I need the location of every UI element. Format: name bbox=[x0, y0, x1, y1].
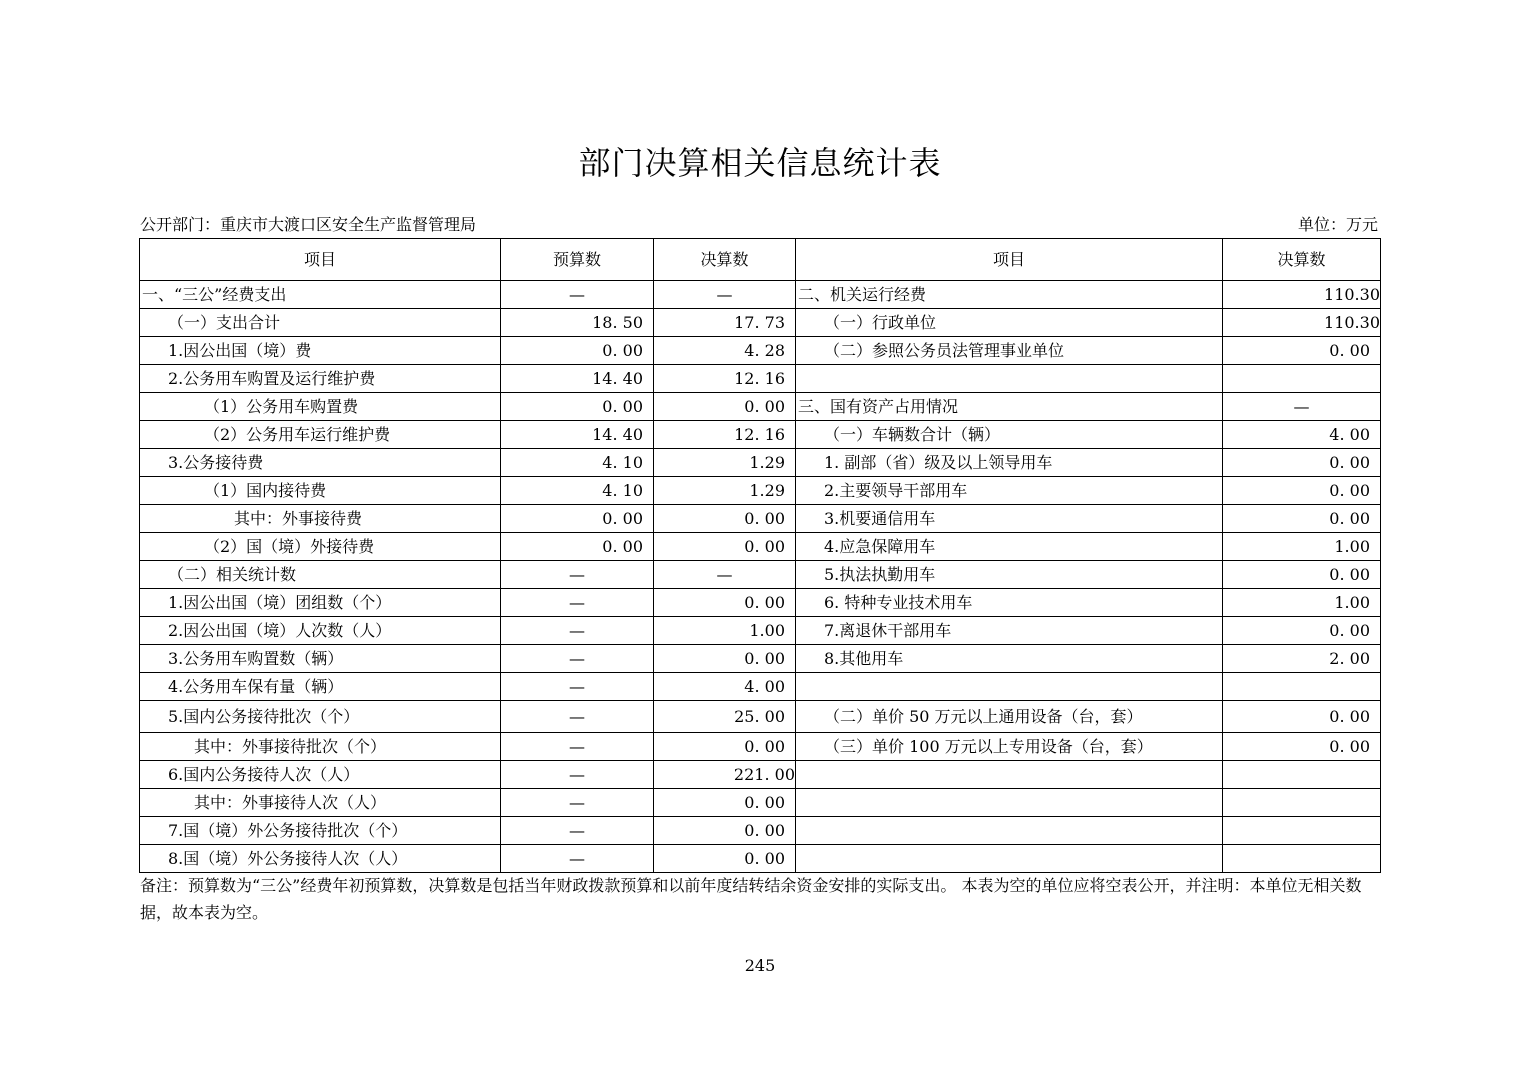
header-final-left: 决算数 bbox=[654, 239, 796, 281]
left-item: （2）国（境）外接待费 bbox=[140, 533, 501, 561]
left-item: 其中：外事接待人次（人） bbox=[140, 789, 501, 817]
right-final: 4. 00 bbox=[1223, 421, 1381, 449]
right-final: 0. 00 bbox=[1223, 477, 1381, 505]
right-final: 2. 00 bbox=[1223, 645, 1381, 673]
right-final: 110.30 bbox=[1223, 309, 1381, 337]
left-item: 3.公务用车购置数（辆） bbox=[140, 645, 501, 673]
table-row bbox=[140, 393, 1381, 421]
right-item: 6. 特种专业技术用车 bbox=[796, 589, 1223, 617]
table-row bbox=[140, 421, 1381, 449]
table-row bbox=[140, 733, 1381, 761]
left-final: — bbox=[654, 281, 796, 309]
right-item: 5.执法执勤用车 bbox=[796, 561, 1223, 589]
left-item: 其中：外事接待费 bbox=[140, 505, 501, 533]
statistics-table bbox=[139, 238, 1381, 873]
left-budget: 0. 00 bbox=[501, 337, 654, 365]
left-budget: 14. 40 bbox=[501, 421, 654, 449]
left-item: （2）公务用车运行维护费 bbox=[140, 421, 501, 449]
left-item: 8.国（境）外公务接待人次（人） bbox=[140, 845, 501, 873]
right-item: 二、机关运行经费 bbox=[796, 281, 1223, 309]
left-item: 1.因公出国（境）费 bbox=[140, 337, 501, 365]
left-item: （1）公务用车购置费 bbox=[140, 393, 501, 421]
left-item: 7.国（境）外公务接待批次（个） bbox=[140, 817, 501, 845]
left-final: 0. 00 bbox=[654, 789, 796, 817]
left-budget: 0. 00 bbox=[501, 533, 654, 561]
left-final: — bbox=[654, 561, 796, 589]
table-row bbox=[140, 817, 1381, 845]
header-item-left: 项目 bbox=[140, 239, 501, 281]
table-row bbox=[140, 761, 1381, 789]
page-title: 部门决算相关信息统计表 bbox=[578, 144, 942, 182]
table-row bbox=[140, 673, 1381, 701]
left-item: （一）支出合计 bbox=[140, 309, 501, 337]
table-header-row bbox=[140, 239, 1381, 281]
table-row bbox=[140, 337, 1381, 365]
left-final: 1.00 bbox=[654, 617, 796, 645]
right-final: 110.30 bbox=[1223, 281, 1381, 309]
right-final: 0. 00 bbox=[1223, 505, 1381, 533]
right-item: 4.应急保障用车 bbox=[796, 533, 1223, 561]
left-final: 25. 00 bbox=[654, 701, 796, 733]
header-item-right: 项目 bbox=[796, 239, 1223, 281]
left-budget: 14. 40 bbox=[501, 365, 654, 393]
right-final: 0. 00 bbox=[1223, 701, 1381, 733]
left-budget: — bbox=[501, 733, 654, 761]
right-final: 0. 00 bbox=[1223, 733, 1381, 761]
right-final bbox=[1223, 761, 1381, 789]
table-row bbox=[140, 645, 1381, 673]
left-final: 0. 00 bbox=[654, 845, 796, 873]
right-final: 0. 00 bbox=[1223, 449, 1381, 477]
table-row bbox=[140, 281, 1381, 309]
left-item: 5.国内公务接待批次（个） bbox=[140, 701, 501, 733]
left-item: 6.国内公务接待人次（人） bbox=[140, 761, 501, 789]
left-item: 4.公务用车保有量（辆） bbox=[140, 673, 501, 701]
right-item bbox=[796, 365, 1223, 393]
left-final: 0. 00 bbox=[654, 393, 796, 421]
left-final: 0. 00 bbox=[654, 589, 796, 617]
table-row bbox=[140, 845, 1381, 873]
left-item: （1）国内接待费 bbox=[140, 477, 501, 505]
footnote: 备注：预算数为“三公”经费年初预算数，决算数是包括当年财政拨款预算和以前年度结转结余资金安排的实际支出。 本表为空的单位应将空表公开，并注明：本单位无相关数据，故本表为空。 bbox=[140, 876, 1362, 922]
left-final: 4. 00 bbox=[654, 673, 796, 701]
left-item: 3.公务接待费 bbox=[140, 449, 501, 477]
right-item bbox=[796, 761, 1223, 789]
left-budget: 0. 00 bbox=[501, 393, 654, 421]
left-budget: — bbox=[501, 761, 654, 789]
right-item: （二）单价 50 万元以上通用设备（台，套） bbox=[796, 701, 1223, 733]
header-budget: 预算数 bbox=[501, 239, 654, 281]
left-final: 1.29 bbox=[654, 477, 796, 505]
left-budget: 4. 10 bbox=[501, 449, 654, 477]
left-final: 4. 28 bbox=[654, 337, 796, 365]
right-final bbox=[1223, 365, 1381, 393]
right-item: 7.离退休干部用车 bbox=[796, 617, 1223, 645]
left-budget: — bbox=[501, 645, 654, 673]
right-final bbox=[1223, 789, 1381, 817]
right-final bbox=[1223, 673, 1381, 701]
table-row bbox=[140, 533, 1381, 561]
left-item: （二）相关统计数 bbox=[140, 561, 501, 589]
right-item bbox=[796, 845, 1223, 873]
right-final: 0. 00 bbox=[1223, 337, 1381, 365]
right-final bbox=[1223, 845, 1381, 873]
left-final: 221. 00 bbox=[654, 761, 796, 789]
left-budget: — bbox=[501, 561, 654, 589]
left-item: 1.因公出国（境）团组数（个） bbox=[140, 589, 501, 617]
right-item: 三、国有资产占用情况 bbox=[796, 393, 1223, 421]
right-item: （一）行政单位 bbox=[796, 309, 1223, 337]
left-budget: 18. 50 bbox=[501, 309, 654, 337]
table-row bbox=[140, 561, 1381, 589]
header-final-right: 决算数 bbox=[1223, 239, 1381, 281]
page-number: 245 bbox=[744, 956, 776, 975]
left-budget: — bbox=[501, 789, 654, 817]
department-label: 公开部门：重庆市大渡口区安全生产监督管理局 bbox=[140, 215, 477, 234]
right-item bbox=[796, 789, 1223, 817]
left-budget: — bbox=[501, 701, 654, 733]
left-final: 1.29 bbox=[654, 449, 796, 477]
unit-label: 单位：万元 bbox=[1297, 215, 1378, 234]
left-final: 12. 16 bbox=[654, 365, 796, 393]
left-final: 0. 00 bbox=[654, 505, 796, 533]
left-budget: — bbox=[501, 589, 654, 617]
table-row bbox=[140, 309, 1381, 337]
left-budget: — bbox=[501, 281, 654, 309]
left-final: 0. 00 bbox=[654, 645, 796, 673]
left-item: 其中：外事接待批次（个） bbox=[140, 733, 501, 761]
left-final: 12. 16 bbox=[654, 421, 796, 449]
right-item: （二）参照公务员法管理事业单位 bbox=[796, 337, 1223, 365]
right-final: — bbox=[1223, 393, 1381, 421]
table-row bbox=[140, 505, 1381, 533]
right-final bbox=[1223, 817, 1381, 845]
left-final: 0. 00 bbox=[654, 817, 796, 845]
left-budget: 0. 00 bbox=[501, 505, 654, 533]
left-budget: 4. 10 bbox=[501, 477, 654, 505]
left-final: 0. 00 bbox=[654, 733, 796, 761]
left-budget: — bbox=[501, 817, 654, 845]
right-final: 1.00 bbox=[1223, 533, 1381, 561]
table-row bbox=[140, 589, 1381, 617]
left-budget: — bbox=[501, 673, 654, 701]
right-final: 0. 00 bbox=[1223, 617, 1381, 645]
right-item: 2.主要领导干部用车 bbox=[796, 477, 1223, 505]
left-final: 0. 00 bbox=[654, 533, 796, 561]
table-row bbox=[140, 449, 1381, 477]
right-item bbox=[796, 673, 1223, 701]
right-final: 1.00 bbox=[1223, 589, 1381, 617]
right-item: 3.机要通信用车 bbox=[796, 505, 1223, 533]
right-item: （一）车辆数合计（辆） bbox=[796, 421, 1223, 449]
table-row bbox=[140, 617, 1381, 645]
table-row bbox=[140, 701, 1381, 733]
left-final: 17. 73 bbox=[654, 309, 796, 337]
left-item: 2.公务用车购置及运行维护费 bbox=[140, 365, 501, 393]
right-item: （三）单价 100 万元以上专用设备（台，套） bbox=[796, 733, 1223, 761]
left-budget: — bbox=[501, 617, 654, 645]
right-item: 1. 副部（省）级及以上领导用车 bbox=[796, 449, 1223, 477]
table-row bbox=[140, 365, 1381, 393]
table-row bbox=[140, 789, 1381, 817]
right-item: 8.其他用车 bbox=[796, 645, 1223, 673]
left-item: 一、“三公”经费支出 bbox=[140, 281, 501, 309]
right-item bbox=[796, 817, 1223, 845]
left-budget: — bbox=[501, 845, 654, 873]
left-item: 2.因公出国（境）人次数（人） bbox=[140, 617, 501, 645]
table-row bbox=[140, 477, 1381, 505]
right-final: 0. 00 bbox=[1223, 561, 1381, 589]
